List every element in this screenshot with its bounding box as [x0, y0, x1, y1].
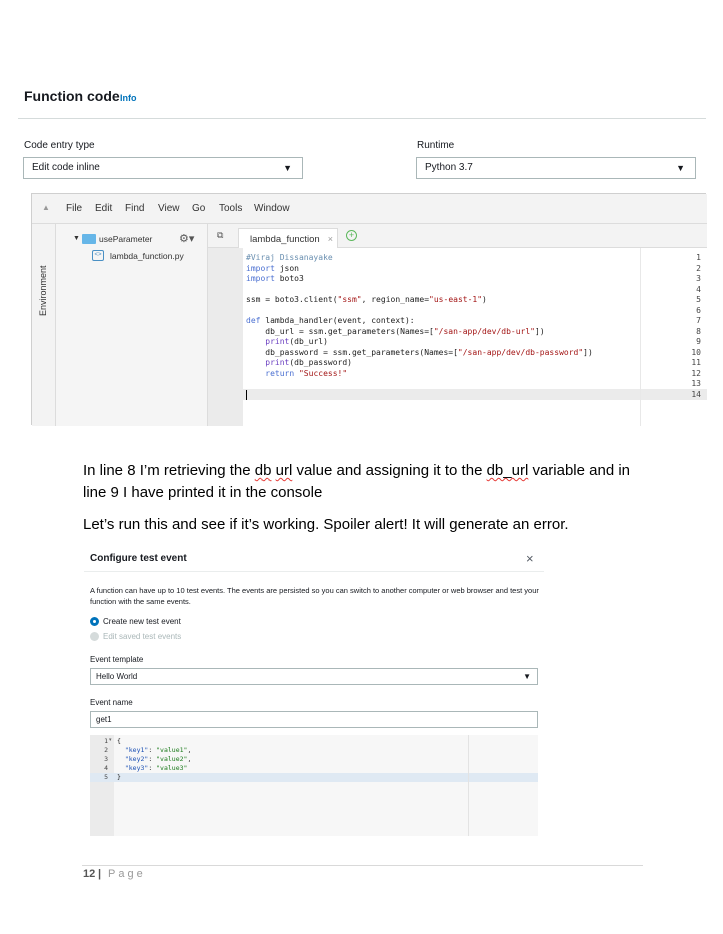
- code-string: "us-east-1": [429, 295, 483, 304]
- code-line-7: [246, 316, 415, 325]
- text-run: url: [275, 462, 293, 479]
- active-line-highlight: [208, 389, 707, 400]
- caret-down-icon: ▼: [676, 163, 685, 173]
- code-string: "/san-app/dev/db-url": [433, 326, 535, 336]
- json-line-4: "key3": "value3": [117, 764, 188, 772]
- code-entry-type-label: Code entry type: [24, 140, 95, 151]
- code-line-11: [246, 358, 352, 367]
- code-line-8: [246, 327, 545, 336]
- code-text: (db_url): [289, 337, 328, 346]
- event-template-select[interactable]: [90, 668, 538, 685]
- code-comment: #Viraj Dissanayake: [246, 253, 333, 262]
- line-number: 3: [696, 274, 701, 283]
- code-keyword: import: [246, 274, 275, 283]
- expand-arrow-icon[interactable]: ▼: [73, 235, 80, 242]
- json-line-2: "key1": "value1",: [117, 746, 192, 754]
- line-number: 1: [104, 737, 108, 745]
- code-string: "/san-app/dev/db-password": [457, 347, 584, 357]
- json-value: "value2": [156, 755, 188, 763]
- code-text: , region_name=: [361, 295, 430, 304]
- code-text: ]): [535, 326, 545, 336]
- code-line-3: [246, 274, 304, 283]
- line-number: 7: [696, 316, 701, 325]
- page-label: Page: [108, 868, 146, 880]
- code-entry-type-select[interactable]: [23, 157, 303, 179]
- menu-edit[interactable]: Edit: [95, 203, 113, 214]
- page-number: 12: [83, 868, 96, 880]
- edit-saved-radio[interactable]: [90, 632, 99, 641]
- paragraph-line-explanation: [83, 460, 643, 504]
- code-entry-type-value: Edit code inline: [32, 162, 100, 173]
- code-text: db_password = ssm.get_parameters(Names=[: [246, 347, 458, 357]
- folder-icon: [82, 234, 96, 244]
- menu-tools[interactable]: Tools: [219, 203, 243, 214]
- print-margin: [468, 735, 469, 836]
- line-number: 12: [691, 368, 701, 378]
- event-template-value: Hello World: [96, 672, 138, 681]
- code-text: json: [274, 263, 299, 273]
- event-name-label: Event name: [90, 698, 133, 707]
- code-string: "Success!": [294, 368, 348, 378]
- file-name[interactable]: lambda_function.py: [110, 251, 184, 261]
- collapse-icon[interactable]: ▲: [42, 203, 50, 212]
- folder-name[interactable]: useParameter: [99, 234, 153, 244]
- json-value: "value1": [156, 746, 188, 754]
- code-editor-ide: [31, 193, 706, 425]
- text-run: In line 8 I’m retrieving the: [83, 462, 255, 479]
- event-name-input[interactable]: get1: [90, 711, 538, 728]
- code-text: boto3: [274, 274, 304, 283]
- close-icon[interactable]: ×: [526, 551, 534, 566]
- event-template-label: Event template: [90, 655, 144, 664]
- code-text: db_url = ssm.get_parameters(Names=[: [246, 326, 434, 336]
- text-cursor: [246, 390, 247, 400]
- code-text: ]): [583, 347, 593, 357]
- print-margin: [640, 248, 641, 426]
- json-value: "value3": [156, 764, 188, 772]
- tab-lambda-function[interactable]: [238, 228, 338, 248]
- dialog-title: Configure test event: [90, 553, 187, 564]
- code-line-10: [246, 348, 593, 357]
- text-run: db: [254, 462, 272, 479]
- editor-tabbar: [208, 224, 707, 248]
- code-keyword: import: [246, 263, 275, 273]
- divider: [18, 118, 706, 119]
- text-run: db_url: [486, 462, 529, 479]
- code-text: lambda_handler(event, context):: [260, 316, 415, 325]
- page-separator: |: [98, 868, 102, 880]
- code-text: (db_password): [289, 358, 352, 367]
- json-line-3: "key2": "value2",: [117, 755, 192, 763]
- json-key: "key3": [117, 764, 149, 772]
- runtime-value: Python 3.7: [425, 162, 473, 173]
- info-link[interactable]: Info: [120, 93, 137, 103]
- code-editor[interactable]: [208, 248, 707, 426]
- create-new-label[interactable]: Create new test event: [103, 617, 181, 626]
- line-number: 11: [691, 358, 701, 367]
- code-line-12: [246, 369, 347, 378]
- code-keyword: def: [246, 316, 261, 325]
- json-line-1: {: [117, 737, 121, 745]
- runtime-label: Runtime: [417, 140, 455, 151]
- line-number: 5: [696, 295, 701, 304]
- fold-arrow-icon[interactable]: ▾: [109, 737, 112, 743]
- line-number: 2: [104, 746, 108, 754]
- code-line-9: [246, 337, 328, 346]
- menu-go[interactable]: Go: [192, 203, 206, 214]
- tab-list-icon[interactable]: ⧉: [217, 230, 224, 240]
- code-text: ): [482, 295, 487, 304]
- json-key: "key1": [117, 746, 149, 754]
- runtime-select[interactable]: [416, 157, 696, 179]
- line-number: 1: [696, 253, 701, 262]
- line-number: 10: [691, 347, 701, 357]
- caret-down-icon: ▼: [523, 672, 531, 681]
- text-run: variable and in line 9 I have printed it in the console: [83, 462, 631, 501]
- code-line-2: [246, 264, 299, 273]
- menu-window[interactable]: Window: [254, 203, 290, 214]
- code-keyword: return: [246, 368, 295, 378]
- gear-icon[interactable]: ⚙▾: [179, 233, 195, 245]
- menu-find[interactable]: Find: [125, 203, 145, 214]
- event-json-editor[interactable]: [90, 735, 538, 836]
- line-number: 8: [696, 326, 701, 336]
- menu-file[interactable]: File: [66, 203, 83, 214]
- environment-sidebar[interactable]: [32, 224, 56, 426]
- divider: [84, 571, 544, 572]
- line-number: 9: [696, 337, 701, 346]
- paragraph-run-note: Let’s run this and see if it’s working. Spoiler alert! It will generate an error.: [83, 516, 569, 533]
- line-number: 13: [691, 379, 701, 388]
- line-number: 6: [696, 305, 701, 315]
- json-key: "key2": [117, 755, 149, 763]
- code-string: "ssm": [337, 295, 362, 304]
- text-run: value and assigning it to the: [292, 462, 487, 479]
- footer-divider: [82, 865, 643, 866]
- code-line-5: [246, 295, 487, 304]
- function-code-title: Function code: [24, 88, 120, 104]
- environment-label[interactable]: Environment: [38, 265, 48, 316]
- line-number: 4: [696, 284, 701, 294]
- json-line-5: }: [117, 773, 121, 781]
- configure-test-event-dialog: [84, 546, 544, 842]
- file-tree: [56, 224, 208, 426]
- active-line-highlight: [90, 773, 538, 782]
- code-builtin: print: [246, 337, 290, 346]
- caret-down-icon: ▼: [283, 163, 292, 173]
- code-text: ssm = boto3.client(: [246, 295, 338, 304]
- create-new-radio[interactable]: [90, 617, 99, 626]
- close-tab-icon[interactable]: ×: [327, 234, 333, 244]
- line-number: 3: [104, 755, 108, 763]
- add-tab-icon[interactable]: +: [346, 230, 357, 241]
- line-number: 5: [104, 773, 108, 781]
- line-number: 2: [696, 263, 701, 273]
- code-builtin: print: [246, 358, 290, 367]
- dialog-description: A function can have up to 10 test events. The events are persisted so you can switch to another computer or web browser and test your function with the same events.: [90, 586, 539, 606]
- edit-saved-label[interactable]: Edit saved test events: [103, 632, 182, 641]
- line-number: 4: [104, 764, 108, 772]
- menu-view[interactable]: View: [158, 203, 180, 214]
- code-line-1: [246, 253, 333, 262]
- line-number: 14: [691, 389, 701, 399]
- python-file-icon: <>: [92, 250, 104, 261]
- tab-label: lambda_function: [250, 234, 320, 245]
- ide-menubar: [32, 194, 707, 224]
